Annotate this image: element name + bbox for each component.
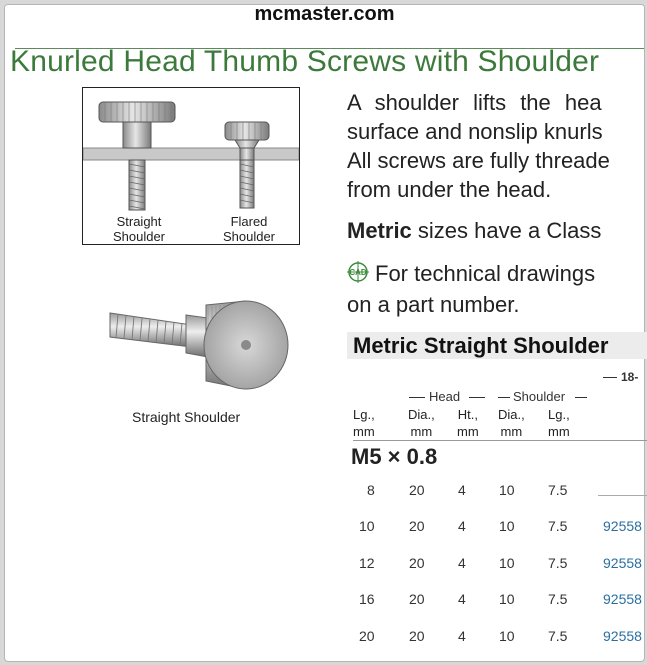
shoulder-types-figure bbox=[82, 87, 300, 245]
col-header-text: Lg., mm bbox=[548, 407, 570, 439]
cell-length: 12 bbox=[359, 555, 375, 571]
cell-head-dia: 20 bbox=[409, 591, 425, 607]
cell-shoulder-lg: 7.5 bbox=[548, 518, 568, 534]
cell-shoulder-lg: 7.5 bbox=[548, 628, 568, 644]
metric-bold: Metric bbox=[347, 218, 412, 243]
cell-length: 10 bbox=[359, 518, 375, 534]
cell-head-ht: 4 bbox=[458, 591, 466, 607]
cell-head-dia: 20 bbox=[409, 482, 425, 498]
cell-shoulder-dia: 10 bbox=[499, 591, 515, 607]
cad-text-2: on a part number. bbox=[347, 292, 520, 317]
part-number-link[interactable]: 92558 bbox=[603, 591, 642, 607]
cell-head-ht: 4 bbox=[458, 555, 466, 571]
cell-head-ht: 4 bbox=[458, 482, 466, 498]
col-header-head-dia bbox=[408, 406, 435, 440]
cell-head-dia: 20 bbox=[409, 628, 425, 644]
label-flared-shoulder: Flared Shoulder bbox=[222, 214, 276, 244]
cell-length: 8 bbox=[367, 482, 375, 498]
product-description bbox=[347, 88, 647, 204]
cad-text-1: For technical drawings bbox=[375, 261, 596, 286]
description-line: A shoulder lifts the hea bbox=[347, 90, 602, 115]
group-next: 18- bbox=[621, 370, 639, 384]
part-number-link[interactable]: 92558 bbox=[603, 628, 642, 644]
group-line bbox=[603, 377, 617, 378]
address-bar[interactable] bbox=[5, 5, 644, 41]
metric-note bbox=[347, 218, 601, 244]
thread-size: M5 × 0.8 bbox=[351, 444, 438, 469]
cell-head-ht: 4 bbox=[458, 518, 466, 534]
description-line: from under the head. bbox=[347, 177, 552, 202]
metric-rest: sizes have a Class bbox=[417, 218, 602, 243]
cell-shoulder-lg: 7.5 bbox=[548, 591, 568, 607]
url-text[interactable]: mcmaster.com bbox=[254, 4, 395, 25]
cell-head-dia: 20 bbox=[409, 555, 425, 571]
straight-shoulder-figure bbox=[96, 285, 296, 410]
cell-shoulder-lg: 7.5 bbox=[548, 482, 568, 498]
col-header-length bbox=[353, 406, 375, 440]
svg-text:CAD: CAD bbox=[349, 268, 367, 277]
col-header-shoulder-lg bbox=[548, 406, 570, 440]
cad-icon[interactable] bbox=[347, 261, 369, 283]
cell-length: 16 bbox=[359, 591, 375, 607]
cell-head-ht: 4 bbox=[458, 628, 466, 644]
col-header-head-ht bbox=[457, 406, 479, 440]
part-number-link[interactable]: 92558 bbox=[603, 518, 642, 534]
cad-note bbox=[347, 258, 595, 320]
cell-shoulder-dia: 10 bbox=[499, 628, 515, 644]
group-line bbox=[575, 397, 587, 398]
cell-head-dia: 20 bbox=[409, 518, 425, 534]
group-line bbox=[469, 397, 485, 398]
group-head: Head bbox=[429, 389, 461, 404]
col-header-text: Ht., mm bbox=[457, 407, 479, 439]
cell-shoulder-dia: 10 bbox=[499, 518, 515, 534]
cell-shoulder-dia: 10 bbox=[499, 482, 515, 498]
cell-shoulder-dia: 10 bbox=[499, 555, 515, 571]
thumb-screw-drawing bbox=[96, 285, 296, 405]
group-line bbox=[409, 397, 425, 398]
col-header-text: Dia., mm bbox=[408, 407, 435, 439]
cell-shoulder-lg: 7.5 bbox=[548, 555, 568, 571]
description-line: All screws are fully threade bbox=[347, 148, 610, 173]
page-title: Knurled Head Thumb Screws with Shoulder bbox=[10, 45, 600, 78]
label-straight-shoulder: Straight Shoulder bbox=[112, 214, 166, 244]
col-header-text: Dia., mm bbox=[498, 407, 525, 439]
part-number-link[interactable]: 92558 bbox=[603, 555, 642, 571]
col-header-shoulder-dia bbox=[498, 406, 525, 440]
part-number-rule bbox=[598, 495, 647, 496]
cell-length: 20 bbox=[359, 628, 375, 644]
group-shoulder: Shoulder bbox=[513, 389, 566, 404]
table-title: Metric Straight Shoulder bbox=[347, 332, 647, 359]
header-rule bbox=[353, 440, 647, 441]
straight-shoulder-caption: Straight Shoulder bbox=[132, 409, 241, 425]
group-line bbox=[498, 397, 510, 398]
col-header-text: Lg., mm bbox=[353, 407, 375, 439]
description-line: surface and nonslip knurls bbox=[347, 119, 603, 144]
